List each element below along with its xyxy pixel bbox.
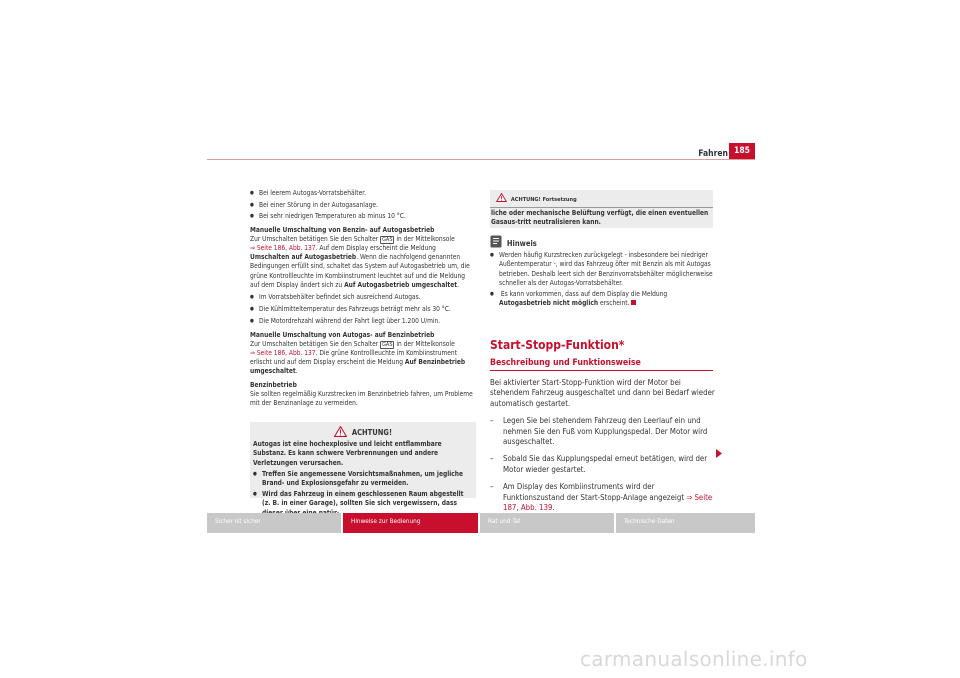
warning-triangle-icon [496,193,507,202]
note-title: Hinweis [506,239,537,248]
warning-lead: Autogas ist eine hochexplosive und leicht entflammbare Substanz. Es kann schwere Verbrennungen und andere Verletzungen verursachen. [253,440,442,467]
watermark: carmanualsonline.info [580,647,808,671]
section-title: Start-Stopp-Funktion* [490,338,625,352]
left-column [250,189,476,408]
figure-link[interactable]: Abb. 139 [520,503,553,513]
page-number: 185 [729,143,755,159]
warning-box [250,422,476,508]
paragraph-benzinbetrieb: Sie sollten regelmäßig Kurzstrecken im Benzinbetrieb fahren, um Probleme mit der Benzinanlage zu vermeiden. [250,389,473,408]
subsection-title: Beschreibung und Funktionsweise [490,358,641,368]
header-rule [207,159,755,160]
step-item: – Sobald Sie das Kupplungspedal erneut betätigen, wird der Motor wieder gestartet. [490,454,708,474]
warning-header [250,426,476,438]
gas-switch-label: GAS [382,341,393,348]
note-item: ● Es kann vorkommen, dass auf dem Display die Meldung Autogasbetrieb nicht möglich erscheint. [490,290,713,308]
page-link[interactable]: Seite 187 [503,492,713,513]
step-item: – Am Display des Kombiinstruments wird der Funktionszustand der Start-Stopp-Anlage angezeigt ⇒ Seite 187, Abb. 139. [490,482,713,513]
list-item: ● Die Motordrehzahl während der Fahrt liegt über 1.200 U/min. [250,317,476,326]
warning-triangle-icon [334,426,347,437]
list-item: ● Bei einer Störung in der Autogasanlage. [250,201,476,210]
list-item: ● Bei leerem Autogas-Vorratsbehälter. [250,189,476,198]
warning-item: ● Treffen Sie angemessene Vorsichtsmaßnahmen, um jegliche Brand- und Explosionsgefahr zu vermeiden. [253,470,473,488]
section-heading-benzin-autogas: Manuelle Umschaltung von Benzin- auf Autogasbetrieb [250,225,435,234]
page-title: Fahren [698,149,728,159]
warning-continued-title: ACHTUNG! Fortsetzung [510,197,577,203]
list-item: ● Im Vorratsbehälter befindet sich ausreichend Autogas. [250,293,476,302]
note-section [490,235,713,308]
section-heading-benzinbetrieb: Benzinbetrieb [250,380,297,389]
note-header [490,235,713,249]
next-page-arrow-icon[interactable] [716,449,722,458]
warning-title: ACHTUNG! [351,428,393,437]
footer-tab-rat-und-tat[interactable]: Rat und Tat [480,513,614,533]
note-info-icon [490,235,502,248]
note-item: ● Werden häufig Kurzstrecken zurückgelegt - insbesondere bei niedriger Außentemperatur -, wird das Fahrzeug öfter mit Benzin als mit Autogas betrieben. Deshalb leert sich der Benzinvorratsbehälter möglicherweise schneller als der Autogas-Vorratsbehälter. [490,251,713,288]
paragraph-switch-to-benzin: Zur Umschalten betätigen Sie den Schalter GAS in der Mittelkonsole ⇒ Seite 186, Abb. 137. Die grüne Kontrollleuchte im Kombiinstrument erlischt und auf dem Display erscheint die Meldung Auf Benzinbetrieb umgeschaltet. [250,339,466,376]
warning-continued-box [490,190,713,228]
footer-tab-bedienung[interactable]: Hinweise zur Bedienung [343,513,478,533]
figure-link[interactable]: Seite 186, Abb. 137 [256,244,316,253]
start-stop-description [490,378,715,513]
footer-tab-sicher[interactable]: Sicher ist sicher [207,513,341,533]
paragraph-switch-to-autogas: Zur Umschalten betätigen Sie den Schalter GAS in der Mittelkonsole ⇒ Seite 186, Abb. 137. Auf dem Display erscheint die Meldung Umschalten auf Autogasbetrieb. Wenn die nachfolgend genannten Bedingungen erfüllt sind, schaltet das System auf Autogasbetrieb um, die grüne Kontrollleuchte im Kombiinstrument leuchtet auf und die Meldung auf dem Display ändert sich zu Auf Autogasbetrieb umgeschaltet. [250,234,470,289]
section-heading-autogas-benzin: Manuelle Umschaltung von Autogas- auf Benzinbetrieb [250,330,435,339]
warning-item: ● Wird das Fahrzeug in einem geschlossenen Raum abgestellt (z. B. in einer Garage), sollten Sie sich vergewissern, dass [253,490,473,518]
gas-switch-label: GAS [382,236,393,243]
footer-tab-technische-daten[interactable]: Technische Daten [616,513,755,533]
figure-link[interactable]: Seite 186, Abb. 137 [256,349,316,358]
intro-paragraph: Bei aktivierter Start-Stopp-Funktion wird der Motor bei stehendem Fahrzeug ausgeschaltet und dann bei Bedarf wieder automatisch gestartet. [490,378,715,408]
subsection-rule [490,370,713,371]
warning-continued-text: liche oder mechanische Belüftung verfügt, die einen eventuellen Gasaus-tritt neutralisieren kann. [491,209,709,227]
step-item: – Legen Sie bei stehendem Fahrzeug den Leerlauf ein und nehmen Sie den Fuß vom Kupplungspedal. Der Motor wird ausgeschaltet. [490,416,708,447]
end-marker-icon [631,300,636,305]
list-item: ● Die Kühlmitteltemperatur des Fahrzeugs beträgt mehr als 30 °C. [250,305,476,314]
list-item: ● Bei sehr niedrigen Temperaturen ab minus 10 °C. [250,212,476,221]
